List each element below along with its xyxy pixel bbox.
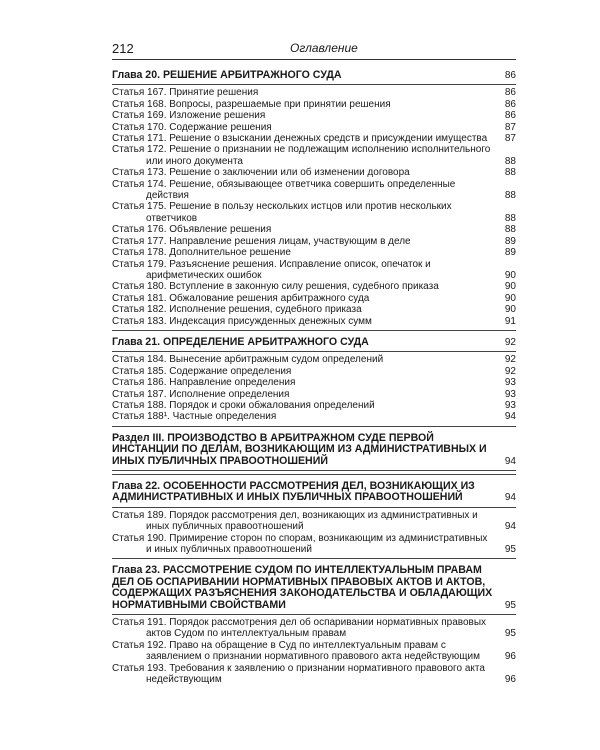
toc-article-entry[interactable] xyxy=(112,533,516,556)
toc-entry-title: Статья 173. Решение о заключении или об изменении договора xyxy=(112,167,410,179)
toc-entry-title: Раздел III. ПРОИЗВОДСТВО В АРБИТРАЖНОМ СУДЕ ПЕРВОЙ ИНСТАНЦИИ ПО ДЕЛАМ, ВОЗНИКАЮЩИМ ИЗ АДМИНИСТРАТИВНЫХ И ИНЫХ ПУБЛИЧНЫХ ПРАВООТНОШЕНИЙ xyxy=(112,431,487,467)
toc-article-entry[interactable] xyxy=(112,201,516,224)
toc-entry-page: 86 xyxy=(504,110,516,122)
toc-entry-page: 90 xyxy=(504,269,516,281)
toc-article-entry[interactable] xyxy=(112,144,516,167)
toc-entry-title: Статья 181. Обжалование решения арбитражного суда xyxy=(112,292,370,304)
toc-article-entry[interactable] xyxy=(112,259,516,282)
toc-entry-title: Статья 179. Разъяснение решения. Исправление описок, опечаток и арифметических ошибок xyxy=(112,258,431,281)
toc-entry-page: 95 xyxy=(504,628,516,640)
toc-entry-page: 93 xyxy=(504,377,516,389)
toc-entry-page: 90 xyxy=(504,292,516,304)
section-divider xyxy=(112,330,516,331)
toc-entry-title: Статья 186. Направление определения xyxy=(112,377,296,389)
toc-entry-page: 87 xyxy=(504,133,516,145)
toc-entry-page: 88 xyxy=(504,167,516,179)
toc-entry-page: 89 xyxy=(504,247,516,259)
toc-entry-page: 89 xyxy=(504,235,516,247)
toc-article-entry[interactable] xyxy=(112,281,516,292)
toc-article-entry[interactable] xyxy=(112,122,516,133)
toc-entry-title: Статья 187. Исполнение определения xyxy=(112,388,290,400)
chapter-underline xyxy=(112,614,516,615)
toc-entry-page: 95 xyxy=(504,544,516,556)
toc-entry-page: 88 xyxy=(504,155,516,167)
toc-article-entry[interactable] xyxy=(112,389,516,400)
toc-article-entry[interactable] xyxy=(112,179,516,202)
toc-entry-title: Статья 180. Вступление в законную силу решения, судебного приказа xyxy=(112,281,439,293)
toc-entry-title: Глава 23. РАССМОТРЕНИЕ СУДОМ ПО ИНТЕЛЛЕКТУАЛЬНЫМ ПРАВАМ ДЕЛ ОБ ОСПАРИВАНИИ НОРМАТИВНЫХ ПРАВОВЫХ АКТОВ И АКТОВ, СОДЕРЖАЩИХ РАЗЪЯСНЕНИЯ ЗАКОНОДАТЕЛЬСТВА И ОБЛАДАЮЩИХ НОРМАТИВНЫМИ СВОЙСТВАМИ xyxy=(112,564,493,611)
toc-entry-page: 93 xyxy=(504,388,516,400)
toc-entry-title: Глава 22. ОСОБЕННОСТИ РАССМОТРЕНИЯ ДЕЛ, ВОЗНИКАЮЩИХ ИЗ АДМИНИСТРАТИВНЫХ И ИНЫХ ПУБЛИЧНЫХ ПРАВООТНОШЕНИЙ xyxy=(112,480,475,504)
toc-entry-title: Статья 189. Порядок рассмотрения дел, возникающих из административных и иных публичных правоотношений xyxy=(112,509,478,533)
chapter-underline xyxy=(112,84,516,85)
toc-entry-title: Статья 185. Содержание определения xyxy=(112,365,292,377)
toc-article-entry[interactable] xyxy=(112,411,516,422)
toc-entry-page: 90 xyxy=(504,304,516,316)
toc-article-entry[interactable] xyxy=(112,110,516,121)
toc-article-entry[interactable] xyxy=(112,366,516,377)
toc-entry-page: 92 xyxy=(504,365,516,377)
toc-article-entry[interactable] xyxy=(112,87,516,98)
toc-article-entry[interactable] xyxy=(112,663,516,686)
chapter-underline xyxy=(112,351,516,352)
toc-entry-title: Статья 176. Объявление решения xyxy=(112,224,272,236)
toc-entry-page: 88 xyxy=(504,224,516,236)
toc-entry-title: Статья 191. Порядок рассмотрения дел об оспаривании нормативных правовых актов Судом по интеллектуальным правам xyxy=(112,617,487,640)
toc-entry-page: 92 xyxy=(504,336,516,348)
toc-entry-page: 93 xyxy=(504,399,516,411)
header-rule xyxy=(112,59,516,60)
toc-entry-page: 86 xyxy=(504,98,516,110)
toc-entry-title: Статья 193. Требования к заявлению о признании нормативного правового акта недействующим xyxy=(112,662,485,686)
toc-article-entry[interactable] xyxy=(112,224,516,235)
toc-entry-page: 94 xyxy=(504,521,516,533)
toc-chapter-entry[interactable] xyxy=(112,333,516,348)
toc-entry-title: Статья 190. Примирение сторон по спорам, возникающим из административных и иных публичных правоотношений xyxy=(112,532,488,556)
page-number: 212 xyxy=(112,41,134,56)
toc-article-entry[interactable] xyxy=(112,99,516,110)
toc-entry-page: 91 xyxy=(504,315,516,327)
toc-article-entry[interactable] xyxy=(112,640,516,663)
toc-entry-page: 94 xyxy=(504,411,516,423)
toc-article-entry[interactable] xyxy=(112,247,516,258)
toc-article-entry[interactable] xyxy=(112,236,516,247)
table-of-contents xyxy=(112,66,516,686)
toc-entry-title: Статья 188. Порядок и сроки обжалования определений xyxy=(112,399,375,411)
toc-entry-page: 90 xyxy=(504,281,516,293)
toc-article-entry[interactable] xyxy=(112,293,516,304)
chapter-underline xyxy=(112,470,516,471)
toc-article-entry[interactable] xyxy=(112,167,516,178)
toc-entry-page: 96 xyxy=(504,651,516,663)
toc-entry-title: Статья 170. Содержание решения xyxy=(112,121,272,133)
toc-chapter-entry[interactable] xyxy=(112,429,516,467)
toc-entry-title: Статья 169. Изложение решения xyxy=(112,110,266,122)
toc-entry-page: 88 xyxy=(504,212,516,224)
toc-article-entry[interactable] xyxy=(112,354,516,365)
toc-entry-page: 92 xyxy=(504,354,516,366)
chapter-underline xyxy=(112,507,516,508)
toc-chapter-entry[interactable] xyxy=(112,477,516,504)
toc-entry-title: Статья 168. Вопросы, разрешаемые при принятии решения xyxy=(112,98,391,110)
toc-entry-title: Глава 21. ОПРЕДЕЛЕНИЕ АРБИТРАЖНОГО СУДА xyxy=(112,335,369,348)
toc-entry-title: Статья 182. Исполнение решения, судебного приказа xyxy=(112,304,362,316)
toc-entry-title: Статья 188¹. Частные определения xyxy=(112,411,277,423)
toc-entry-page: 87 xyxy=(504,121,516,133)
toc-entry-title: Статья 183. Индексация присужденных денежных сумм xyxy=(112,315,372,327)
toc-entry-title: Статья 174. Решение, обязывающее ответчика совершить определенные действия xyxy=(112,178,456,202)
toc-entry-title: Статья 177. Направление решения лицам, участвующим в деле xyxy=(112,235,411,247)
toc-entry-page: 86 xyxy=(504,70,516,81)
section-divider xyxy=(112,558,516,559)
section-divider xyxy=(112,426,516,427)
section-divider xyxy=(112,474,516,475)
toc-article-entry[interactable] xyxy=(112,510,516,533)
toc-article-entry[interactable] xyxy=(112,316,516,327)
toc-entry-page: 95 xyxy=(504,599,516,611)
toc-entry-title: Статья 178. Дополнительное решение xyxy=(112,247,291,259)
running-title: Оглавление xyxy=(290,41,358,55)
toc-article-entry[interactable] xyxy=(112,304,516,315)
toc-entry-title: Статья 184. Вынесение арбитражным судом определений xyxy=(112,354,384,366)
toc-entry-page: 86 xyxy=(504,87,516,99)
toc-entry-page: 96 xyxy=(504,674,516,686)
toc-entry-page: 94 xyxy=(504,492,516,504)
toc-entry-page: 88 xyxy=(504,190,516,202)
toc-chapter-entry[interactable] xyxy=(112,66,516,81)
toc-chapter-entry[interactable] xyxy=(112,561,516,611)
toc-entry-title: Статья 175. Решение в пользу нескольких истцов или против нескольких ответчиков xyxy=(112,201,452,224)
toc-article-entry[interactable] xyxy=(112,133,516,144)
toc-entry-title: Статья 192. Право на обращение в Суд по интеллектуальным правам с заявлением о признании нормативного правового акта недействующим xyxy=(112,639,480,663)
page-header xyxy=(112,40,516,58)
toc-entry-title: Статья 167. Принятие решения xyxy=(112,87,259,99)
toc-entry-page: 94 xyxy=(504,455,516,467)
toc-entry-title: Статья 172. Решение о признании не подлежащим исполнению исполнительного или иного документа xyxy=(112,144,491,167)
toc-article-entry[interactable] xyxy=(112,377,516,388)
toc-article-entry[interactable] xyxy=(112,617,516,640)
toc-article-entry[interactable] xyxy=(112,400,516,411)
toc-entry-title: Статья 171. Решение о взыскании денежных средств и присуждении имущества xyxy=(112,133,488,145)
toc-entry-title: Глава 20. РЕШЕНИЕ АРБИТРАЖНОГО СУДА xyxy=(112,69,342,81)
